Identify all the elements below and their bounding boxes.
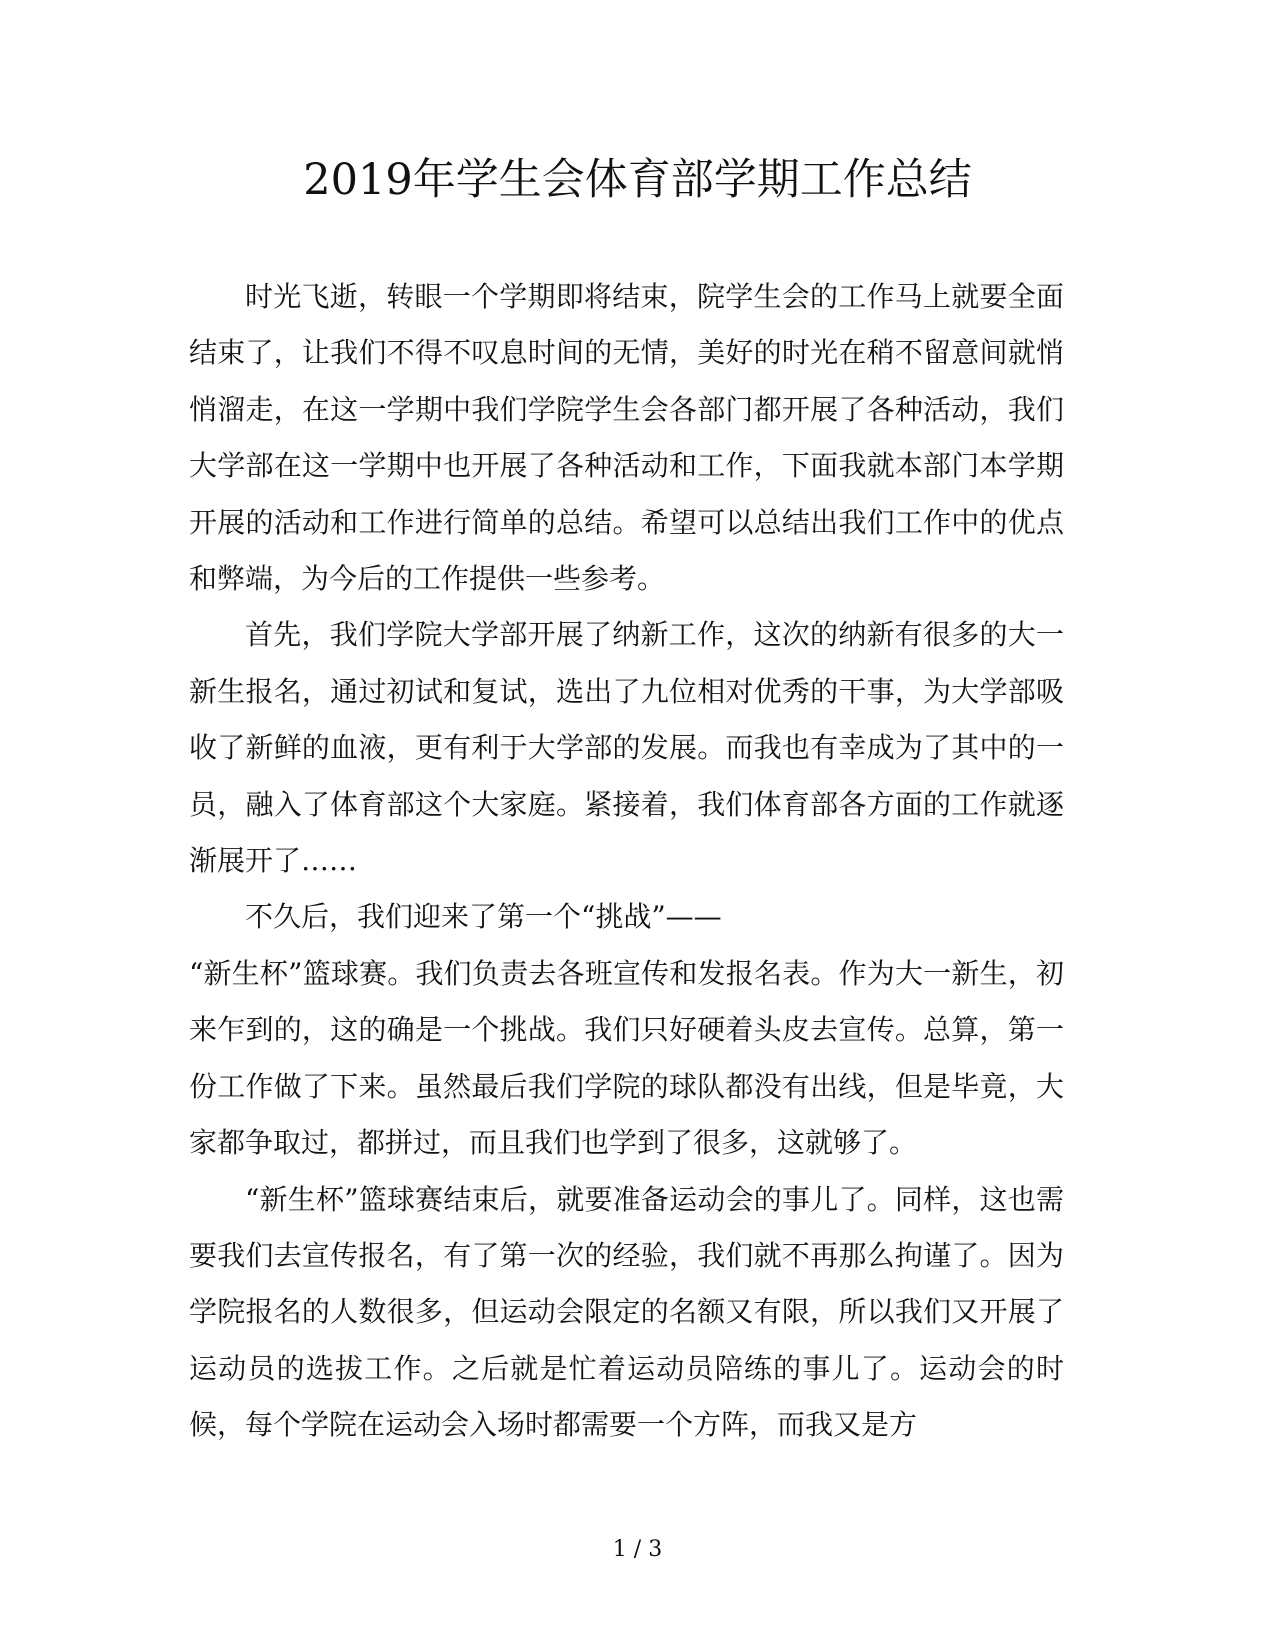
paragraph-basketball: “新生杯”篮球赛。我们负责去各班宣传和发报名表。作为大一新生，初来乍到的，这的确是一个挑战。我们只好硬着头皮去宣传。总算，第一份工作做了下来。虽然最后我们学院的球队都没有出线，但是毕竟，大家都争取过，都拼过，而且我们也学到了很多，这就够了。	[189, 956, 1064, 1160]
document-title: 2019年学生会体育部学期工作总结	[303, 155, 972, 205]
document-body	[189, 269, 1064, 1454]
paragraph-first-challenge: 不久后，我们迎来了第一个“挑战”——	[245, 900, 722, 934]
paragraph-recruitment: 首先，我们学院大学部开展了纳新工作，这次的纳新有很多的大一新生报名，通过初试和复试，选出了九位相对优秀的干事，为大学部吸收了新鲜的血液，更有利于大学部的发展。而我也有幸成为了其中的一员，融入了体育部这个大家庭。紧接着，我们体育部各方面的工作就逐渐展开了……	[189, 618, 1064, 878]
paragraph-sports-meet: “新生杯”篮球赛结束后，就要准备运动会的事儿了。同样，这也需要我们去宣传报名，有了第一次的经验，我们就不再那么拘谨了。因为学院报名的人数很多，但运动会限定的名额又有限，所以我们又开展了运动员的选拔工作。之后就是忙着运动员陪练的事儿了。运动会的时候，每个学院在运动会入场时都需要一个方阵，而我又是方	[189, 1182, 1064, 1442]
page-number: 1 / 3	[612, 1537, 663, 1562]
paragraph-intro: 时光飞逝，转眼一个学期即将结束，院学生会的工作马上就要全面结束了，让我们不得不叹息时间的无情，美好的时光在稍不留意间就悄悄溜走，在这一学期中我们学院学生会各部门都开展了各种活动，我们大学部在这一学期中也开展了各种活动和工作，下面我就本部门本学期开展的活动和工作进行简单的总结。希望可以总结出我们工作中的优点和弊端，为今后的工作提供一些参考。	[189, 280, 1064, 596]
